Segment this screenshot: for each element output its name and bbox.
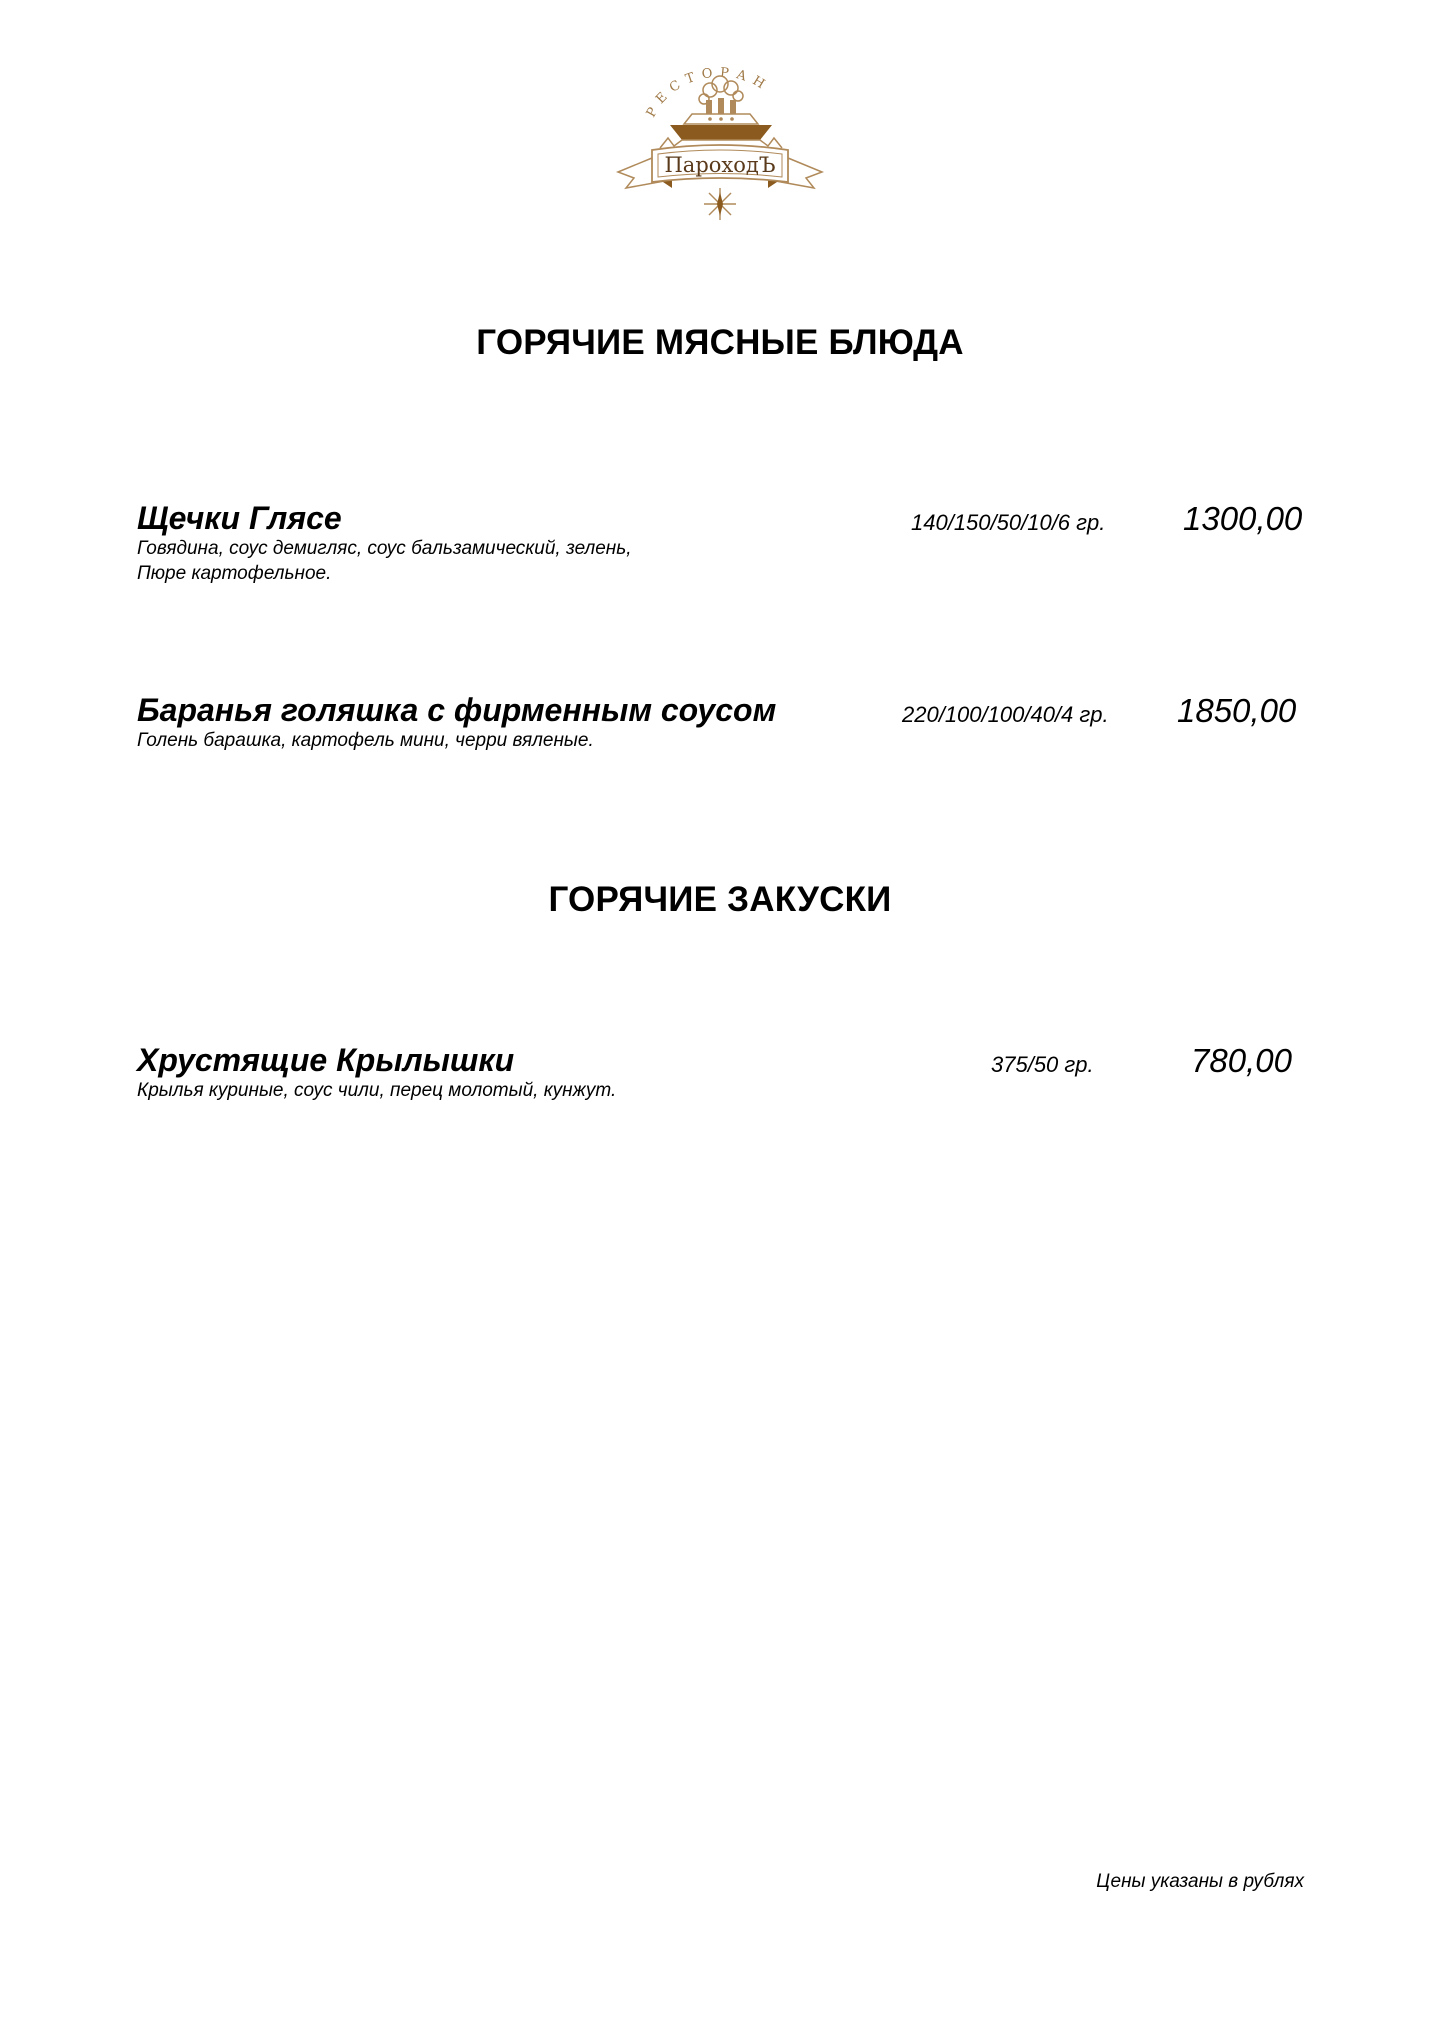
steamship-logo-icon — [612, 62, 828, 222]
svg-text:ПароходЪ: ПароходЪ — [664, 153, 776, 177]
section-title-hot-appetizers: ГОРЯЧИЕ ЗАКУСКИ — [548, 880, 892, 919]
svg-text:РЕСТОРАН: РЕСТОРАН — [643, 65, 774, 121]
restaurant-logo — [612, 62, 828, 222]
item-price: 1850,00 — [1177, 692, 1297, 729]
menu-item — [137, 692, 1327, 753]
item-name: Хрустящие Крылышки — [137, 1042, 515, 1078]
item-price: 780,00 — [1191, 1042, 1292, 1079]
item-description-line: Говядина, соус демигляс, соус бальзамический, зелень, — [137, 538, 632, 559]
menu-item — [137, 500, 1327, 586]
item-description-line: Голень барашка, картофель мини, черри вяленые. — [137, 730, 594, 751]
item-weight: 375/50 гр. — [991, 1052, 1094, 1077]
item-weight: 220/100/100/40/4 гр. — [902, 702, 1109, 727]
item-description-line: Пюре картофельное. — [137, 563, 332, 584]
item-name: Щечки Глясе — [137, 500, 342, 536]
currency-note: Цены указаны в рублях — [1096, 1871, 1304, 1892]
item-weight: 140/150/50/10/6 гр. — [911, 510, 1106, 535]
menu-item — [137, 1042, 1327, 1103]
section-title-hot-meat-dishes: ГОРЯЧИЕ МЯСНЫЕ БЛЮДА — [476, 323, 964, 362]
item-name: Баранья голяшка с фирменным соусом — [137, 692, 777, 728]
item-price: 1300,00 — [1183, 500, 1303, 537]
item-description-line: Крылья куриные, соус чили, перец молотый, кунжут. — [137, 1080, 617, 1101]
